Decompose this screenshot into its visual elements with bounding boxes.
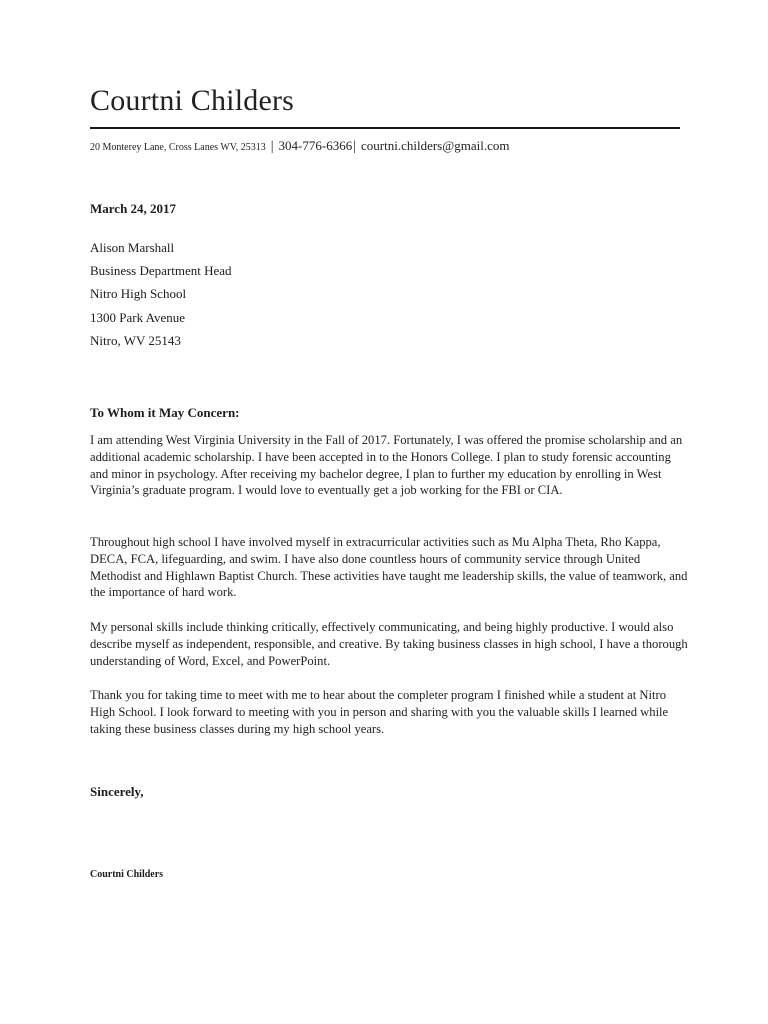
sender-address: 20 Monterey Lane, Cross Lanes WV, 25313 xyxy=(90,142,266,153)
body-paragraph: Throughout high school I have involved myself in extracurricular activities such as Mu Alpha Theta, Rho Kappa, DECA, FCA, lifeguarding, and swim. I have also done countless hours of community service through United Methodist and Highlawn Baptist Church. These activities have taught me leadership skills, the value of teamwork, and the importance of hard work. xyxy=(90,535,688,600)
letter-date: March 24, 2017 xyxy=(90,201,177,216)
recipient-title: Business Department Head xyxy=(90,263,232,279)
recipient-organization: Nitro High School xyxy=(90,286,187,302)
header-divider xyxy=(90,127,680,129)
signature: Courtni Childers xyxy=(90,869,164,880)
sender-name: Courtni Childers xyxy=(90,84,295,117)
closing: Sincerely, xyxy=(90,784,144,799)
sender-email: courtni.childers@gmail.com xyxy=(361,138,510,153)
recipient-street: 1300 Park Avenue xyxy=(90,309,186,325)
contact-separator: | xyxy=(270,139,274,154)
body-paragraph: My personal skills include thinking critically, effectively communicating, and being highly productive. I would also describe myself as independent, responsible, and creative. By taking business classes in high school, I have a thorough understanding of Word, Excel, and PowerPoint. xyxy=(90,620,688,668)
body-paragraph: Thank you for taking time to meet with me to hear about the completer program I finished while a student at Nitro High School. I look forward to meeting with you in person and sharing with you the valuable skills I learned while taking these business classes during my high school years. xyxy=(90,688,669,736)
sender-phone: 304-776-6366 xyxy=(278,138,353,153)
salutation: To Whom it May Concern: xyxy=(90,405,240,420)
recipient-block xyxy=(90,236,232,352)
recipient-name: Alison Marshall xyxy=(90,240,175,255)
contact-separator: | xyxy=(353,139,357,154)
body-paragraph: I am attending West Virginia University in the Fall of 2017. Fortunately, I was offered the promise scholarship and an additional academic scholarship. I have been accepted in to the Honors College. I plan to study forensic accounting and minor in psychology. After receiving my bachelor degree, I plan to further my education by enrolling in West Virginia’s graduate program. I would love to eventually get a job working for the FBI or CIA. xyxy=(90,433,683,498)
contact-line xyxy=(90,137,509,155)
recipient-city-state-zip: Nitro, WV 25143 xyxy=(90,332,181,348)
